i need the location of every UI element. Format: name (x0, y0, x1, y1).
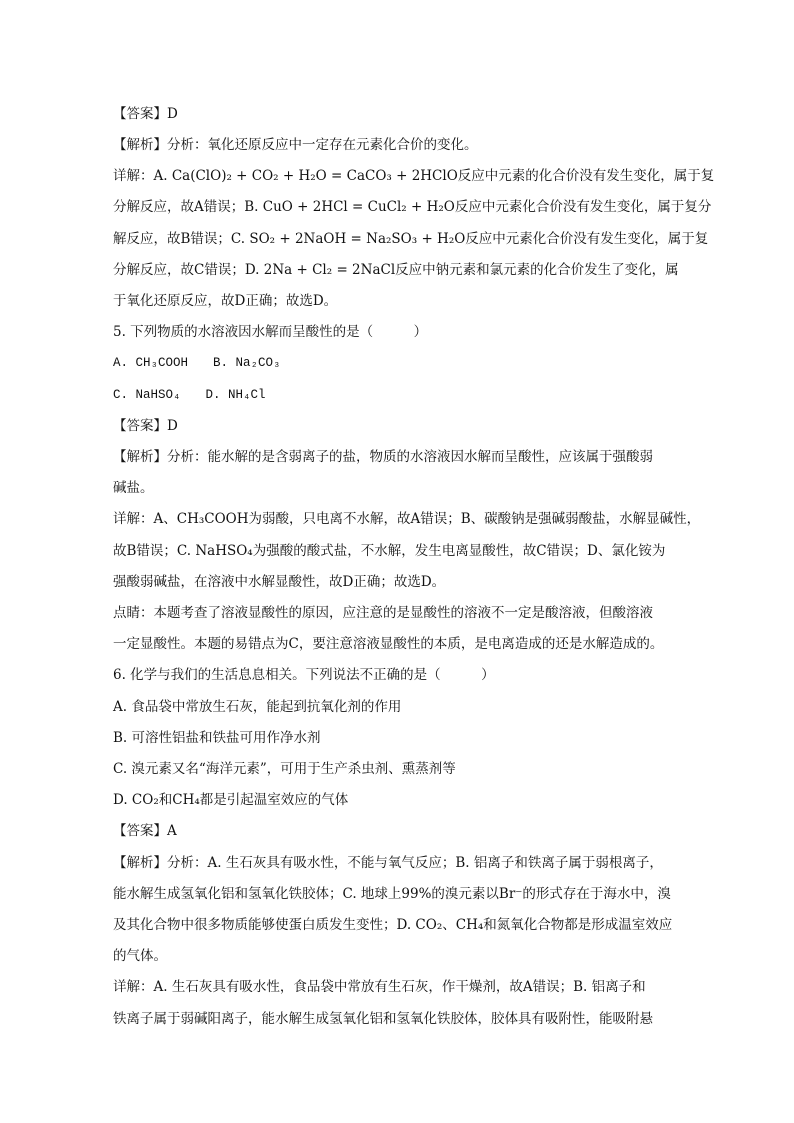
detail-q4-line4: 分解反应，故C错误；D. 2Na + Cl₂ = 2NaCl反应中钠元素和氯元素的化合价发生了变化，属 (113, 262, 679, 278)
detail-q4-line3: 解反应，故B错误；C. SO₂ + 2NaOH = Na₂SO₃ + H₂O反应中元素化合价没有发生变化，属于复 (113, 231, 709, 247)
analysis-q4: 【解析】分析：氧化还原反应中一定存在元素化合价的变化。 (113, 137, 478, 153)
analysis-q5-line2: 碱盐。 (113, 480, 154, 496)
detail-q4-line5: 于氧化还原反应，故D正确；故选D。 (113, 293, 338, 309)
detail-q5-line3: 强酸弱碱盐，在溶液中水解显酸性，故D正确；故选D。 (113, 574, 446, 590)
analysis-q6-line4: 的气体。 (113, 948, 167, 964)
question-5-options-ab: A. CH₃COOH B. Na₂CO₃ (113, 356, 281, 370)
question-6-option-c: C. 溴元素又名“海洋元素”，可用于生产杀虫剂、熏蒸剂等 (113, 761, 456, 777)
detail-q4-line2: 分解反应，故A错误；B. CuO + 2HCl = CuCl₂ + H₂O反应中元素化合价没有发生变化，属于复分 (113, 199, 712, 215)
answer-label-q6: 【答案】A (113, 823, 177, 839)
detail-q4-line1: 详解：A. Ca(ClO)₂ + CO₂ + H₂O = CaCO₃ + 2HClO反应中元素的化合价没有发生变化，属于复 (113, 168, 715, 184)
analysis-q6-line3: 及其化合物中很多物质能够使蛋白质发生变性；D. CO₂、CH₄和氮氧化合物都是形成温室效应 (113, 917, 673, 933)
question-6: 6. 化学与我们的生活息息相关。下列说法不正确的是（ ） (113, 667, 495, 683)
analysis-q6-line2: 能水解生成氢氧化铝和氢氧化铁胶体；C. 地球上99%的溴元素以Br⁻的形式存在于海水中，溴 (113, 886, 671, 902)
question-6-option-a: A. 食品袋中常放生石灰，能起到抗氧化剂的作用 (113, 699, 402, 715)
question-5-options-cd: C. NaHSO₄ D. NH₄Cl (113, 388, 266, 402)
answer-label-q5: 【答案】D (113, 418, 178, 434)
answer-label-q4: 【答案】D (113, 106, 178, 122)
question-6-option-d: D. CO₂和CH₄都是引起温室效应的气体 (113, 792, 349, 808)
detail-q5-line1: 详解：A、CH₃COOH为弱酸，只电离不水解，故A错误；B、碳酸钠是强碱弱酸盐，水解显碱性， (113, 511, 701, 527)
analysis-q6-line1: 【解析】分析：A. 生石灰具有吸水性，不能与氧气反应；B. 铝离子和铁离子属于弱根离子， (113, 855, 663, 871)
tip-q5-line1: 点睛：本题考查了溶液显酸性的原因，应注意的是显酸性的溶液不一定是酸溶液，但酸溶液 (113, 605, 653, 621)
analysis-q5-line1: 【解析】分析：能水解的是含弱离子的盐，物质的水溶液因水解而呈酸性，应该属于强酸弱 (113, 449, 653, 465)
detail-q6-line2: 铁离子属于弱碱阳离子，能水解生成氢氧化铝和氢氧化铁胶体，胶体具有吸附性，能吸附悬 (113, 1011, 653, 1027)
detail-q6-line1: 详解：A. 生石灰具有吸水性，食品袋中常放有生石灰，作干燥剂，故A错误；B. 铝离子和 (113, 979, 646, 995)
tip-q5-line2: 一定显酸性。本题的易错点为C，要注意溶液显酸性的本质，是电离造成的还是水解造成的。 (113, 636, 664, 652)
detail-q5-line2: 故B错误；C. NaHSO₄为强酸的酸式盐，不水解，发生电离显酸性，故C错误；D、氯化铵为 (113, 543, 666, 559)
question-6-option-b: B. 可溶性铝盐和铁盐可用作净水剂 (113, 730, 321, 746)
question-5: 5. 下列物质的水溶液因水解而呈酸性的是（ ） (113, 324, 428, 340)
